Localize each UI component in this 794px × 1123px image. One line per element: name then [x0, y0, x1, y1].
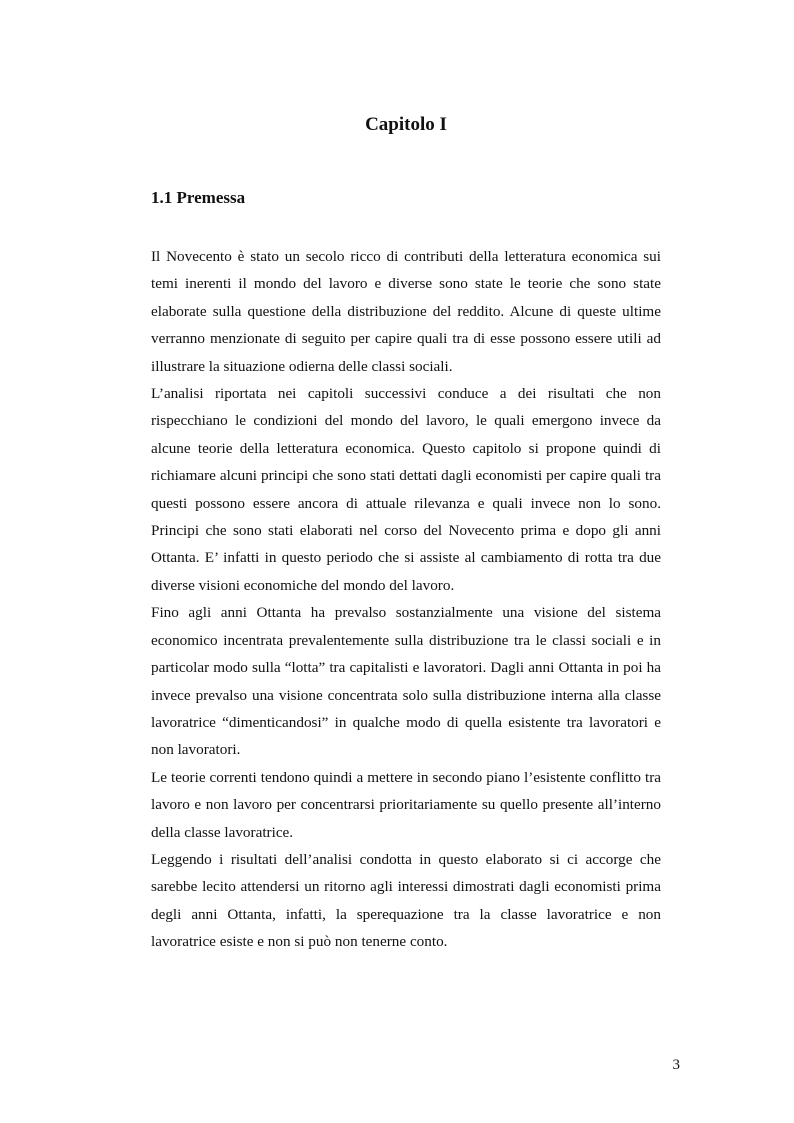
body-text [151, 243, 661, 956]
page-number: 3 [672, 1057, 680, 1073]
paragraph-1: Il Novecento è stato un secolo ricco di contributi della letteratura economica sui temi inerenti il mondo del lavoro e diverse sono state le teorie che sono state elaborate sulla questione della distribuzione del reddito. Alcune di queste ultime verranno menzionate di seguito per capire quali tra di esse possono essere utili ad illustrare la situazione odierna delle classi sociali. [151, 248, 661, 375]
chapter-title: Capitolo I [365, 114, 447, 135]
paragraph-2: L’analisi riportata nei capitoli successivi conduce a dei risultati che non rispecchiano le condizioni del mondo del lavoro, le quali emergono invece da alcune teorie della letteratura economica. Questo capitolo si propone quindi di richiamare alcuni principi che sono stati dettati dagli economisti per capire quali tra questi possono essere ancora di attuale rilevanza e quali invece non lo sono. Principi che sono stati elaborati nel corso del Novecento prima e dopo gli anni Ottanta. E’ infatti in questo periodo che si assiste al cambiamento di rotta tra due diverse visioni economiche del mondo del lavoro. [151, 385, 661, 594]
paragraph-4: Le teorie correnti tendono quindi a mettere in secondo piano l’esistente conflitto tra lavoro e non lavoro per concentrarsi prioritariamente su quello presente all’interno della classe lavoratrice. [151, 768, 661, 841]
section-heading: 1.1 Premessa [151, 188, 246, 207]
paragraph-5: Leggendo i risultati dell’analisi condotta in questo elaborato si ci accorge che sarebbe lecito attendersi un ritorno agli interessi dimostrati dagli economisti prima degli anni Ottanta, infatti, la sperequazione tra la classe lavoratrice e non lavoratrice esiste e non si può non tenerne conto. [151, 850, 661, 951]
paragraph-3: Fino agli anni Ottanta ha prevalso sostanzialmente una visione del sistema economico incentrata prevalentemente sulla distribuzione tra le classi sociali e in particolar modo sulla “lotta” tra capitalisti e lavoratori. Dagli anni Ottanta in poi ha invece prevalso una visione concentrata solo sulla distribuzione interna alla classe lavoratrice “dimenticandosi” in qualche modo di quella esistente tra lavoratori e non lavoratori. [151, 604, 661, 759]
